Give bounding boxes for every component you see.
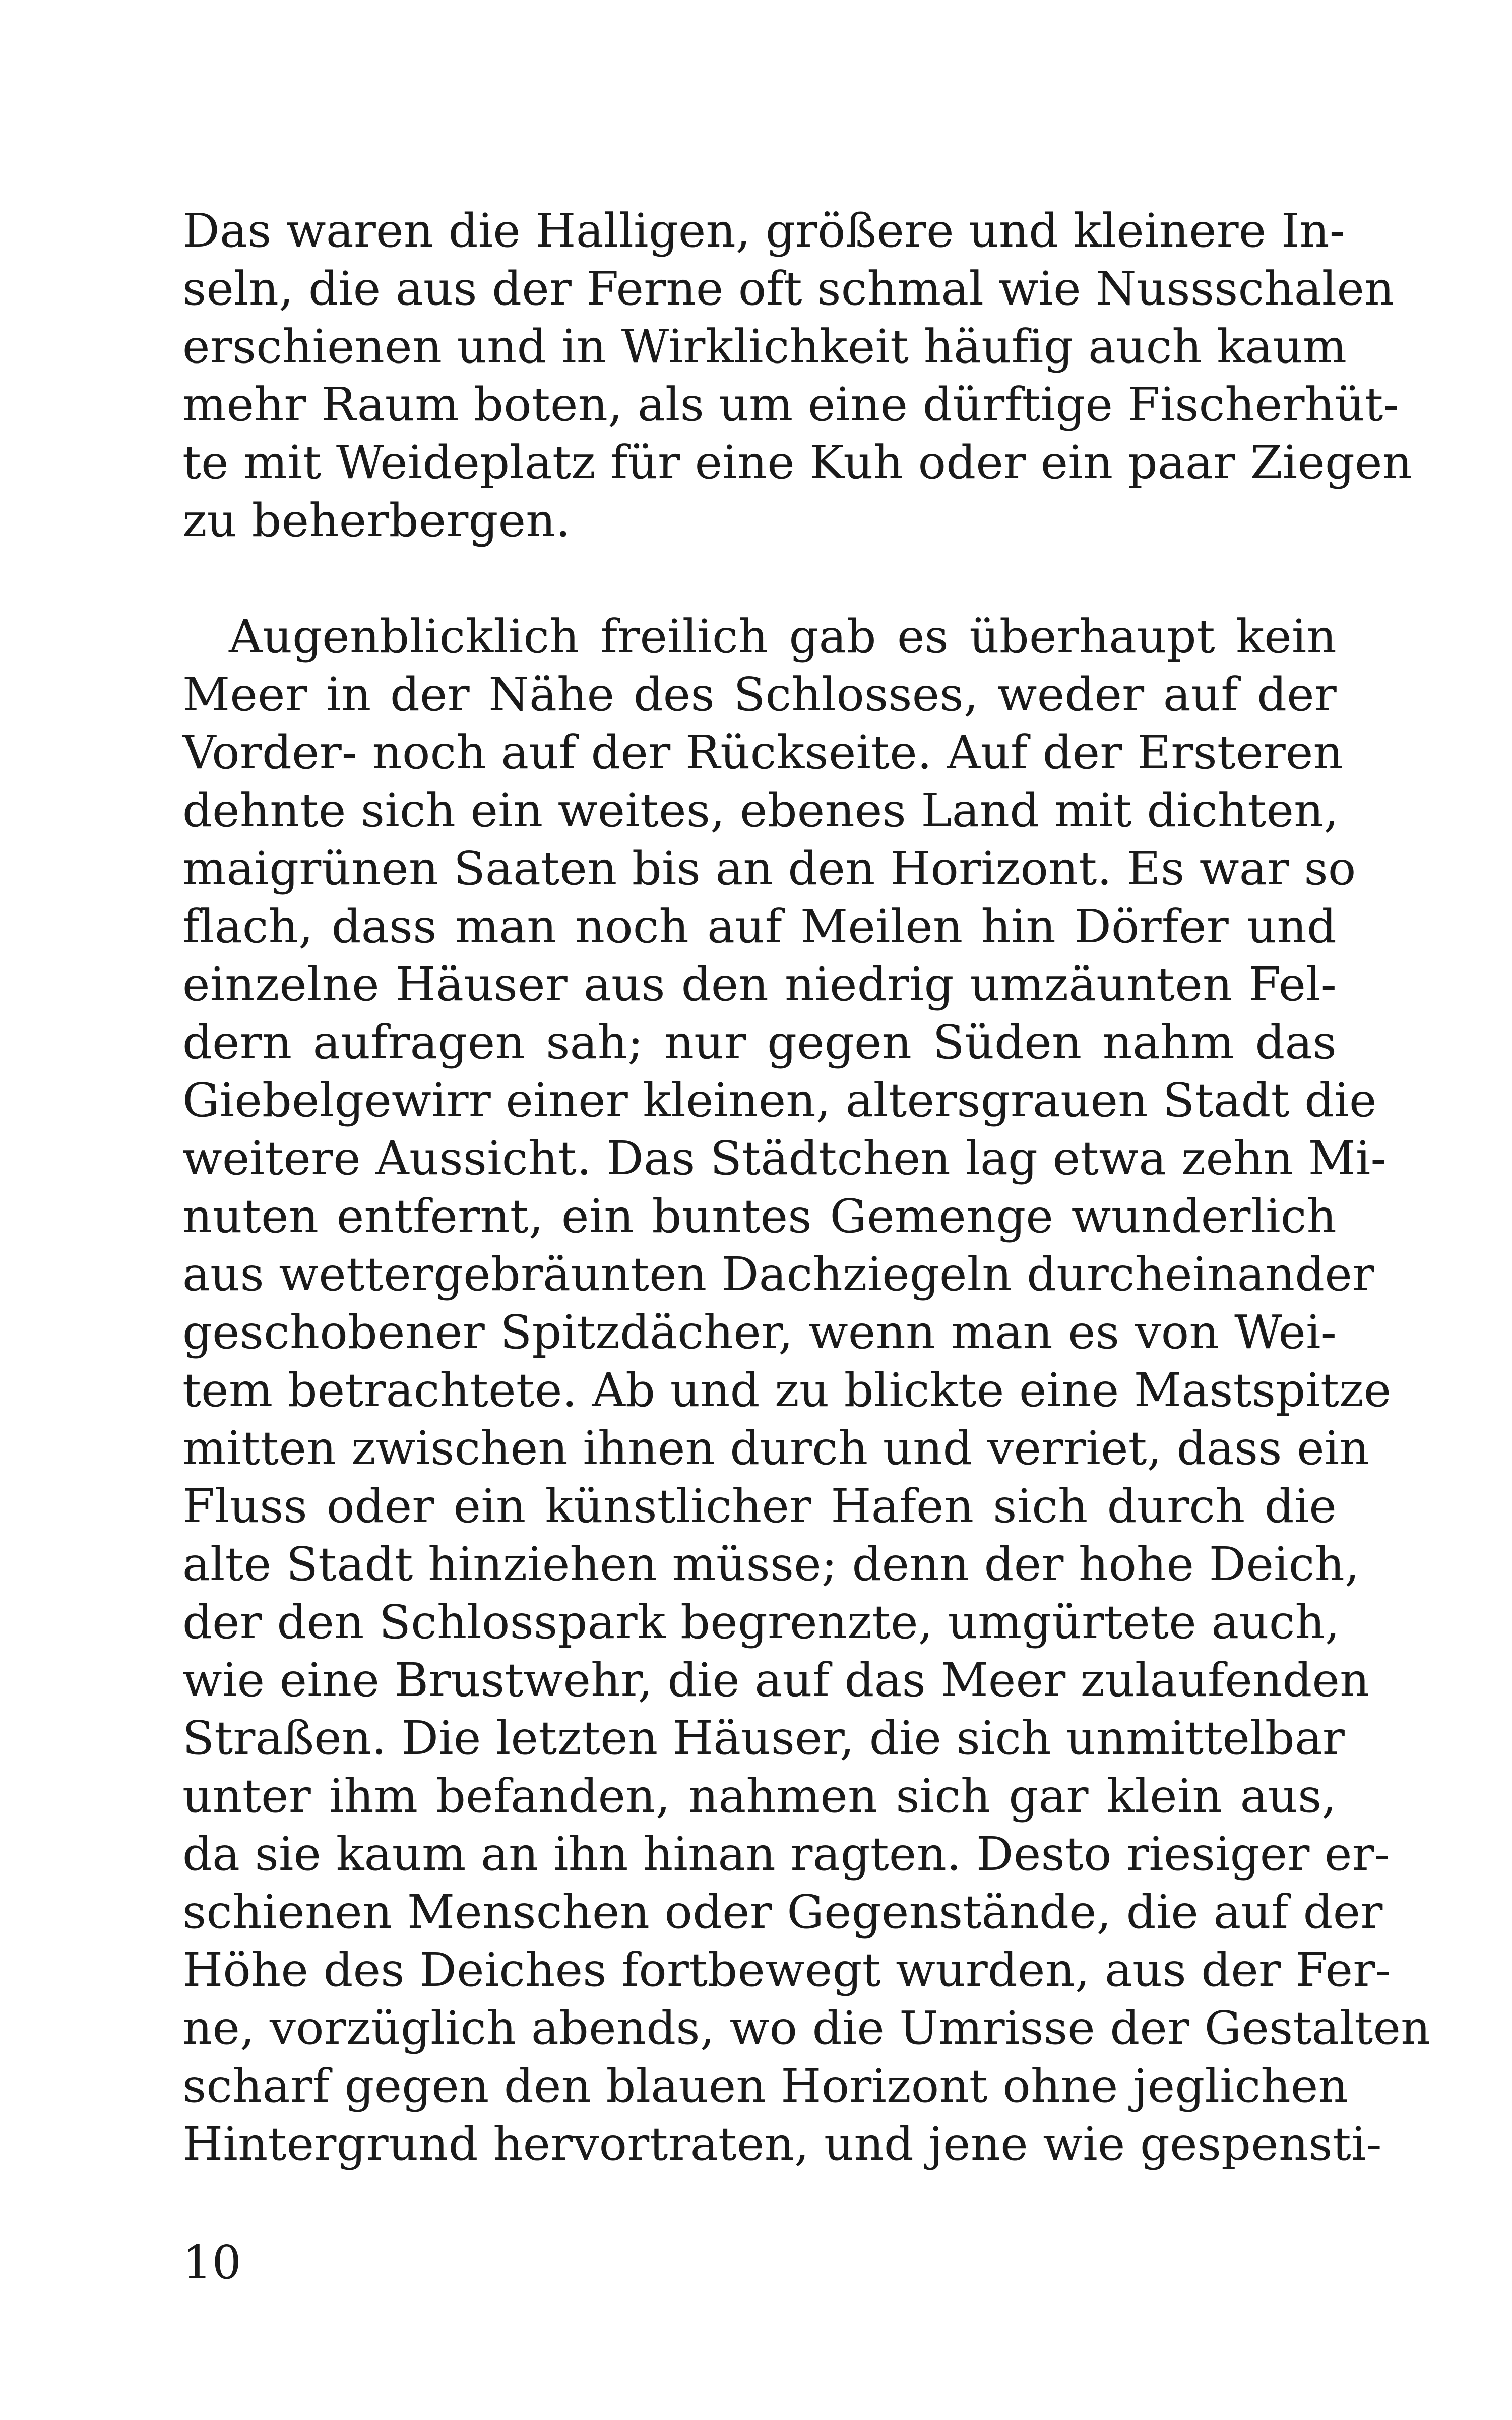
text-line: erschienen und in Wirklichkeit häufig auch kaum [182,320,1347,374]
text-line: mehr Raum boten, als um eine dürftige Fischerhüt- [182,378,1400,432]
text-line: te mit Weideplatz für eine Kuh oder ein paar Ziegen [182,436,1413,490]
text-line: Straßen. Die letzten Häuser, die sich unmittelbar [182,1711,1345,1765]
text-line: Vorder- noch auf der Rückseite. Auf der Ersteren [182,725,1343,779]
text-line: dehnte sich ein weites, ebenes Land mit dichten, [182,783,1339,837]
text-line: scharf gegen den blauen Horizont ohne jeglichen [182,2059,1348,2113]
page-number: 10 [182,2235,242,2289]
text-line: der den Schlosspark begrenzte, umgürtete auch, [182,1595,1340,1649]
text-line: zu beherbergen. [182,494,571,548]
text-line: Hintergrund hervortraten, und jene wie gespensti- [182,2117,1382,2171]
text-line: flach, dass man noch auf Meilen hin Dörfer und [182,899,1337,953]
text-line: da sie kaum an ihn hinan ragten. Desto riesiger er- [182,1827,1391,1881]
text-line: schienen Menschen oder Gegenstände, die auf der [182,1885,1383,1939]
text-line: geschobener Spitzdächer, wenn man es von Wei- [182,1305,1337,1359]
text-line: Meer in der Nähe des Schlosses, weder auf der [182,668,1337,721]
text-line: wie eine Brustwehr, die auf das Meer zulaufenden [182,1653,1370,1707]
text-line: seln, die aus der Ferne oft schmal wie Nussschalen [182,262,1395,316]
text-line: Augenblicklich freilich gab es überhaupt kein [229,610,1337,663]
text-line: maigrünen Saaten bis an den Horizont. Es war so [182,841,1356,895]
text-line: tem betrachtete. Ab und zu blickte eine Mastspitze [182,1363,1392,1417]
text-line: Höhe des Deiches fortbewegt wurden, aus der Fer- [182,1943,1391,1997]
text-line: Giebelgewirr einer kleinen, altersgrauen Stadt die [182,1073,1377,1127]
text-line: unter ihm befanden, nahmen sich gar klein aus, [182,1769,1337,1823]
text-line: ne, vorzüglich abends, wo die Umrisse der Gestalten [182,2001,1431,2055]
text-line: mitten zwischen ihnen durch und verriet, dass ein [182,1421,1369,1475]
text-line: weitere Aussicht. Das Städtchen lag etwa zehn Mi- [182,1131,1387,1185]
text-line: nuten entfernt, ein buntes Gemenge wunderlich [182,1189,1337,1243]
text-line: Fluss oder ein künstlicher Hafen sich durch die [182,1479,1337,1533]
text-line: Das waren die Halligen, größere und kleinere In- [182,204,1346,258]
text-line: alte Stadt hinziehen müsse; denn der hohe Deich, [182,1537,1360,1591]
text-line: dern aufragen sah; nur gegen Süden nahm das [182,1015,1337,1069]
text-line: aus wettergebräunten Dachziegeln durcheinander [182,1247,1375,1301]
text-line: einzelne Häuser aus den niedrig umzäunten Fel- [182,957,1337,1011]
